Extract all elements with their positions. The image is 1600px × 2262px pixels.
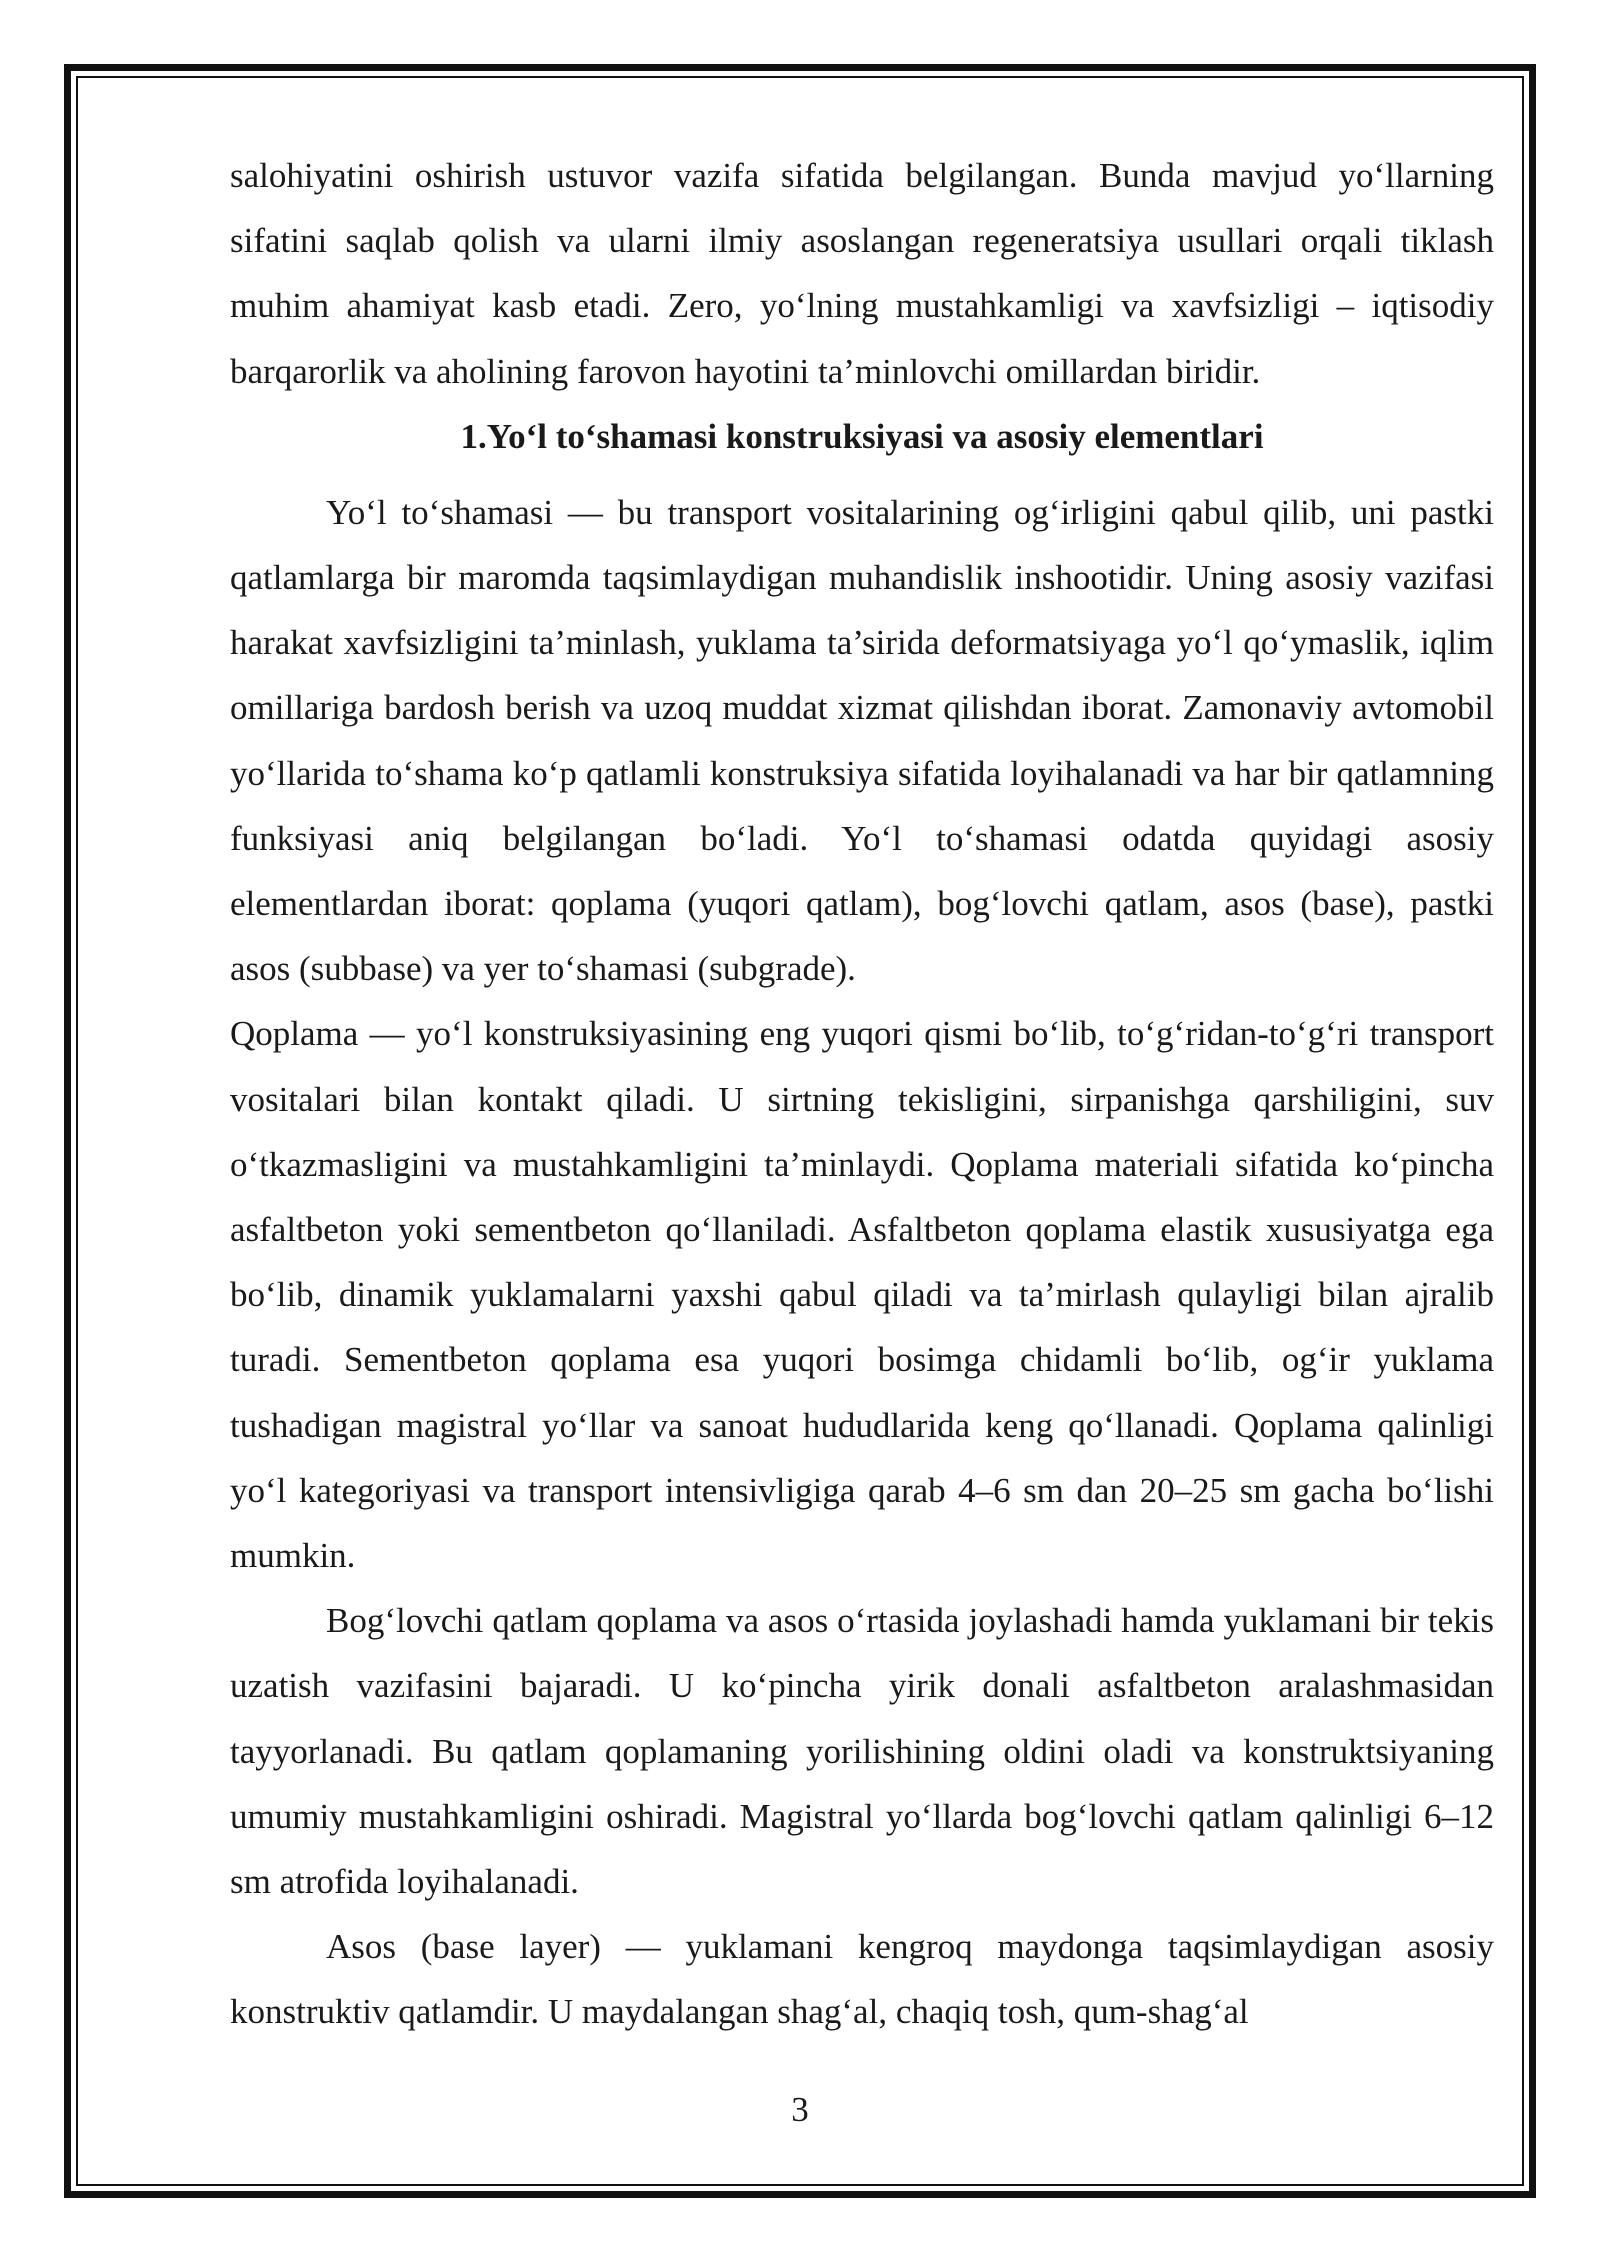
paragraph-road-pavement: Yo‘l to‘shamasi — bu transport vositalarining og‘irligini qabul qilib, uni pastki qatlamlarga bir maromda taqsimlaydigan muhandislik inshootidir. Uning asosiy vazifasi harakat xavfsizligini ta’minlash, yuklama ta’sirida deformatsiyaga yo‘l qo‘ymaslik, iqlim omillariga bardosh berish va uzoq muddat xizmat qilishdan iborat. Zamonaviy avtomobil yo‘llarida to‘shama ko‘p qatlamli konstruksiya sifatida loyihalanadi va har bir qatlamning funksiyasi aniq belgilangan bo‘ladi. Yo‘l to‘shamasi odatda quyidagi asosiy elementlardan iborat: qoplama (yuqori qatlam), bog‘lovchi qatlam, asos (base), pastki asos (subbase) va yer to‘shamasi (subgrade).: [230, 492, 1494, 989]
paragraph-surface-layer: Qoplama — yo‘l konstruksiyasining eng yuqori qismi bo‘lib, to‘g‘ridan-to‘g‘ri transport vositalari bilan kontakt qiladi. U sirtning tekisligini, sirpanishga qarshiligini, suv o‘tkazmasligini va mustahkamligini ta’minlaydi. Qoplama materiali sifatida ko‘pincha asfaltbeton yoki sementbeton qo‘llaniladi. Asfaltbeton qoplama elastik xususiyatga ega bo‘lib, dinamik yuklamalarni yaxshi qabul qiladi va ta’mirlash qulayligi bilan ajralib turadi. Sementbeton qoplama esa yuqori bosimga chidamli bo‘lib, og‘ir yuklama tushadigan magistral yo‘llar va sanoat hududlarida keng qo‘llanadi. Qoplama qalinligi yo‘l kategoriyasi va transport intensivligiga qarab 4–6 sm dan 20–25 sm gacha bo‘lishi mumkin.: [230, 1014, 1494, 1576]
document-body: [230, 143, 1494, 2045]
page-number: 3: [791, 2090, 809, 2129]
paragraph-binder-layer: Bog‘lovchi qatlam qoplama va asos o‘rtasida joylashadi hamda yuklamani bir tekis uzatish vazifasini bajaradi. U ko‘pincha yirik donali asfaltbeton aralashmasidan tayyorlanadi. Bu qatlam qoplamaning yorilishining oldini oladi va konstruktsiyaning umumiy mustahkamligini oshiradi. Magistral yo‘llarda bog‘lovchi qatlam qalinligi 6–12 sm atrofida loyihalanadi.: [230, 1601, 1494, 1902]
section-heading: 1.Yo‘l to‘shamasi konstruksiyasi va asosiy elementlari: [460, 416, 1264, 456]
intro-paragraph: salohiyatini oshirish ustuvor vazifa sifatida belgilangan. Bunda mavjud yo‘llarning sifatini saqlab qolish va ularni ilmiy asoslangan regeneratsiya usullari orqali tiklash muhim ahamiyat kasb etadi. Zero, yo‘lning mustahkamligi va xavfsizligi – iqtisodiy barqarorlik va aholining farovon hayotini ta’minlovchi omillardan biridir.: [230, 156, 1494, 391]
paragraph-base-layer: Asos (base layer) — yuklamani kengroq maydonga taqsimlaydigan asosiy konstruktiv qatlamdir. U maydalangan shag‘al, chaqiq tosh, qum-shag‘al: [230, 1927, 1494, 2032]
